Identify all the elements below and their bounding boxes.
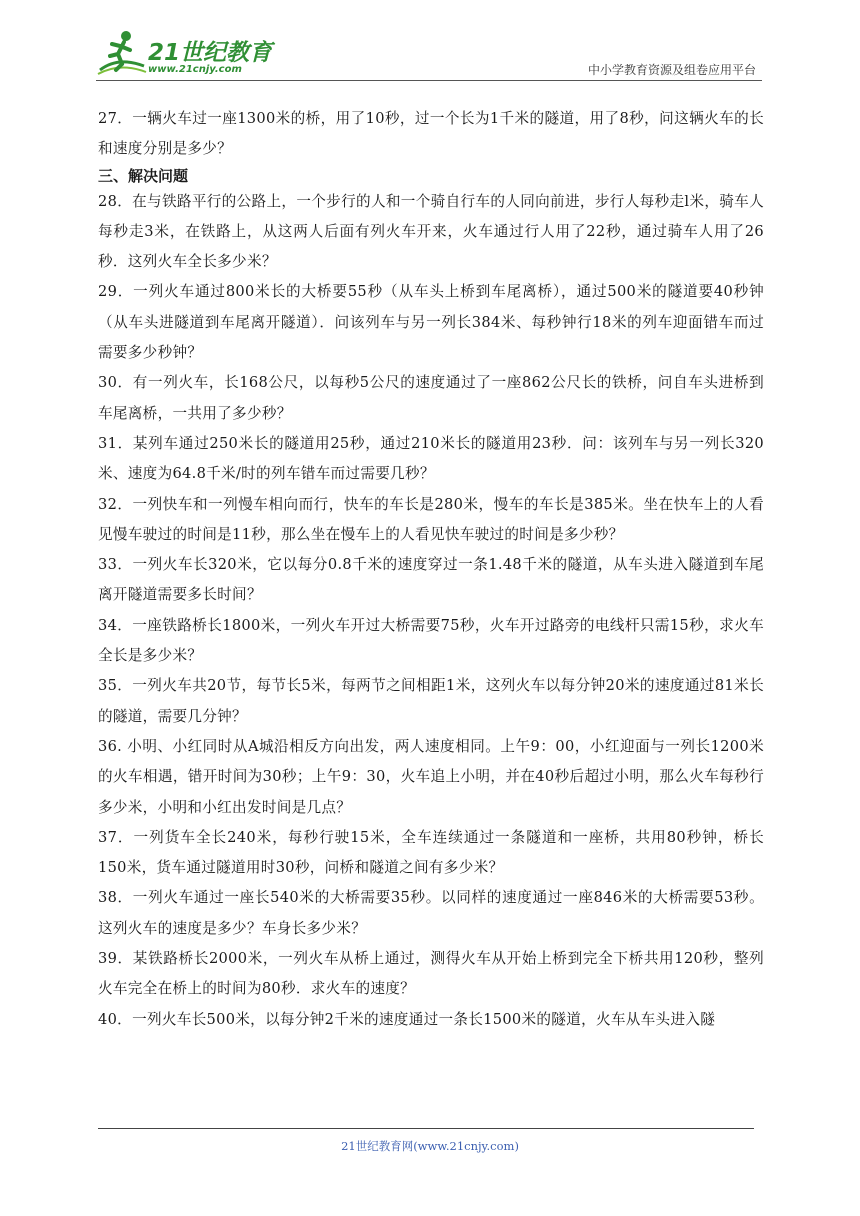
site-logo bbox=[96, 26, 276, 78]
footer-link[interactable]: 21世纪教育网(www.21cnjy.com) bbox=[341, 1139, 519, 1153]
problem-36: 36. 小明、小红同时从A城沿相反方向出发，两人速度相同。上午9：00，小红迎面与一列长1200米的火车相遇，错开时间为30秒；上午9：30，火车追上小明，并在40秒后超过小明，那么火车每秒行多少米，小明和小红出发时间是几点？ bbox=[98, 737, 764, 816]
platform-title: 中小学教育资源及组卷应用平台 bbox=[587, 63, 756, 77]
problem-38: 38．一列火车通过一座长540米的大桥需要35秒。以同样的速度通过一座846米的大桥需要53秒。这列火车的速度是多少？车身长多少米？ bbox=[98, 889, 764, 937]
problem-33: 33．一列火车长320米，它以每分0.8千米的速度穿过一条1.48千米的隧道，从车头进入隧道到车尾离开隧道需要多长时间？ bbox=[98, 556, 764, 604]
page-header bbox=[96, 26, 762, 84]
footer-divider bbox=[98, 1128, 754, 1129]
problem-39: 39．某铁路桥长2000米，一列火车从桥上通过，测得火车从开始上桥到完全下桥共用120秒，整列火车完全在桥上的时间为80秒．求火车的速度？ bbox=[98, 950, 764, 998]
problem-35: 35．一列火车共20节，每节长5米，每两节之间相距1米，这列火车以每分钟20米的速度通过81米长的隧道，需要几分钟？ bbox=[98, 677, 764, 725]
problem-27: 27．一辆火车过一座1300米的桥，用了10秒，过一个长为1千米的隧道，用了8秒，问这辆火车的长和速度分别是多少？ bbox=[98, 110, 764, 158]
problem-30: 30．有一列火车，长168公尺，以每秒5公尺的速度通过了一座862公尺长的铁桥，问自车头进桥到车尾离桥，一共用了多少秒？ bbox=[98, 374, 764, 422]
problem-34: 34．一座铁路桥长1800米，一列火车开过大桥需要75秒，火车开过路旁的电线杆只需15秒，求火车全长是多少米？ bbox=[98, 616, 764, 665]
problem-28: 28．在与铁路平行的公路上，一个步行的人和一个骑自行车的人同向前进，步行人每秒走l米，骑车人每秒走3米，在铁路上，从这两人后面有列火车开来，火车通过行人用了22秒，通过骑车人用了26秒．这列火车全长多少米？ bbox=[98, 192, 764, 271]
section-title: 三、解决问题 bbox=[98, 166, 189, 185]
problem-37: 37．一列货车全长240米，每秒行驶15米，全车连续通过一条隧道和一座桥，共用80秒钟，桥长150米，货车通过隧道用时30秒，问桥和隧道之间有多少米？ bbox=[98, 828, 764, 877]
header-divider bbox=[96, 80, 762, 81]
problem-40: 40．一列火车长500米，以每分钟2千米的速度通过一条长1500米的隧道，火车从车头进入隧 bbox=[98, 1010, 716, 1028]
problem-list bbox=[98, 104, 764, 1035]
problem-29: 29．一列火车通过800米长的大桥要55秒（从车头上桥到车尾离桥），通过500米的隧道要40秒钟（从车头进隧道到车尾离开隧道）．问该列车与另一列长384米、每秒钟行18米的列车迎面错车而过需要多少秒钟？ bbox=[98, 283, 764, 362]
runner-icon bbox=[96, 26, 148, 78]
problem-31: 31．某列车通过250米长的隧道用25秒，通过210米长的隧道用23秒．问：该列车与另一列长320米、速度为64.8千米/时的列车错车而过需要几秒？ bbox=[98, 434, 764, 483]
logo-text: 21世纪教育 bbox=[148, 40, 273, 66]
logo-url: www.21cnjy.com bbox=[148, 64, 242, 75]
problem-32: 32．一列快车和一列慢车相向而行，快车的车长是280米，慢车的车长是385米。坐在快车上的人看见慢车驶过的时间是11秒，那么坐在慢车上的人看见快车驶过的时间是多少秒？ bbox=[98, 495, 764, 543]
